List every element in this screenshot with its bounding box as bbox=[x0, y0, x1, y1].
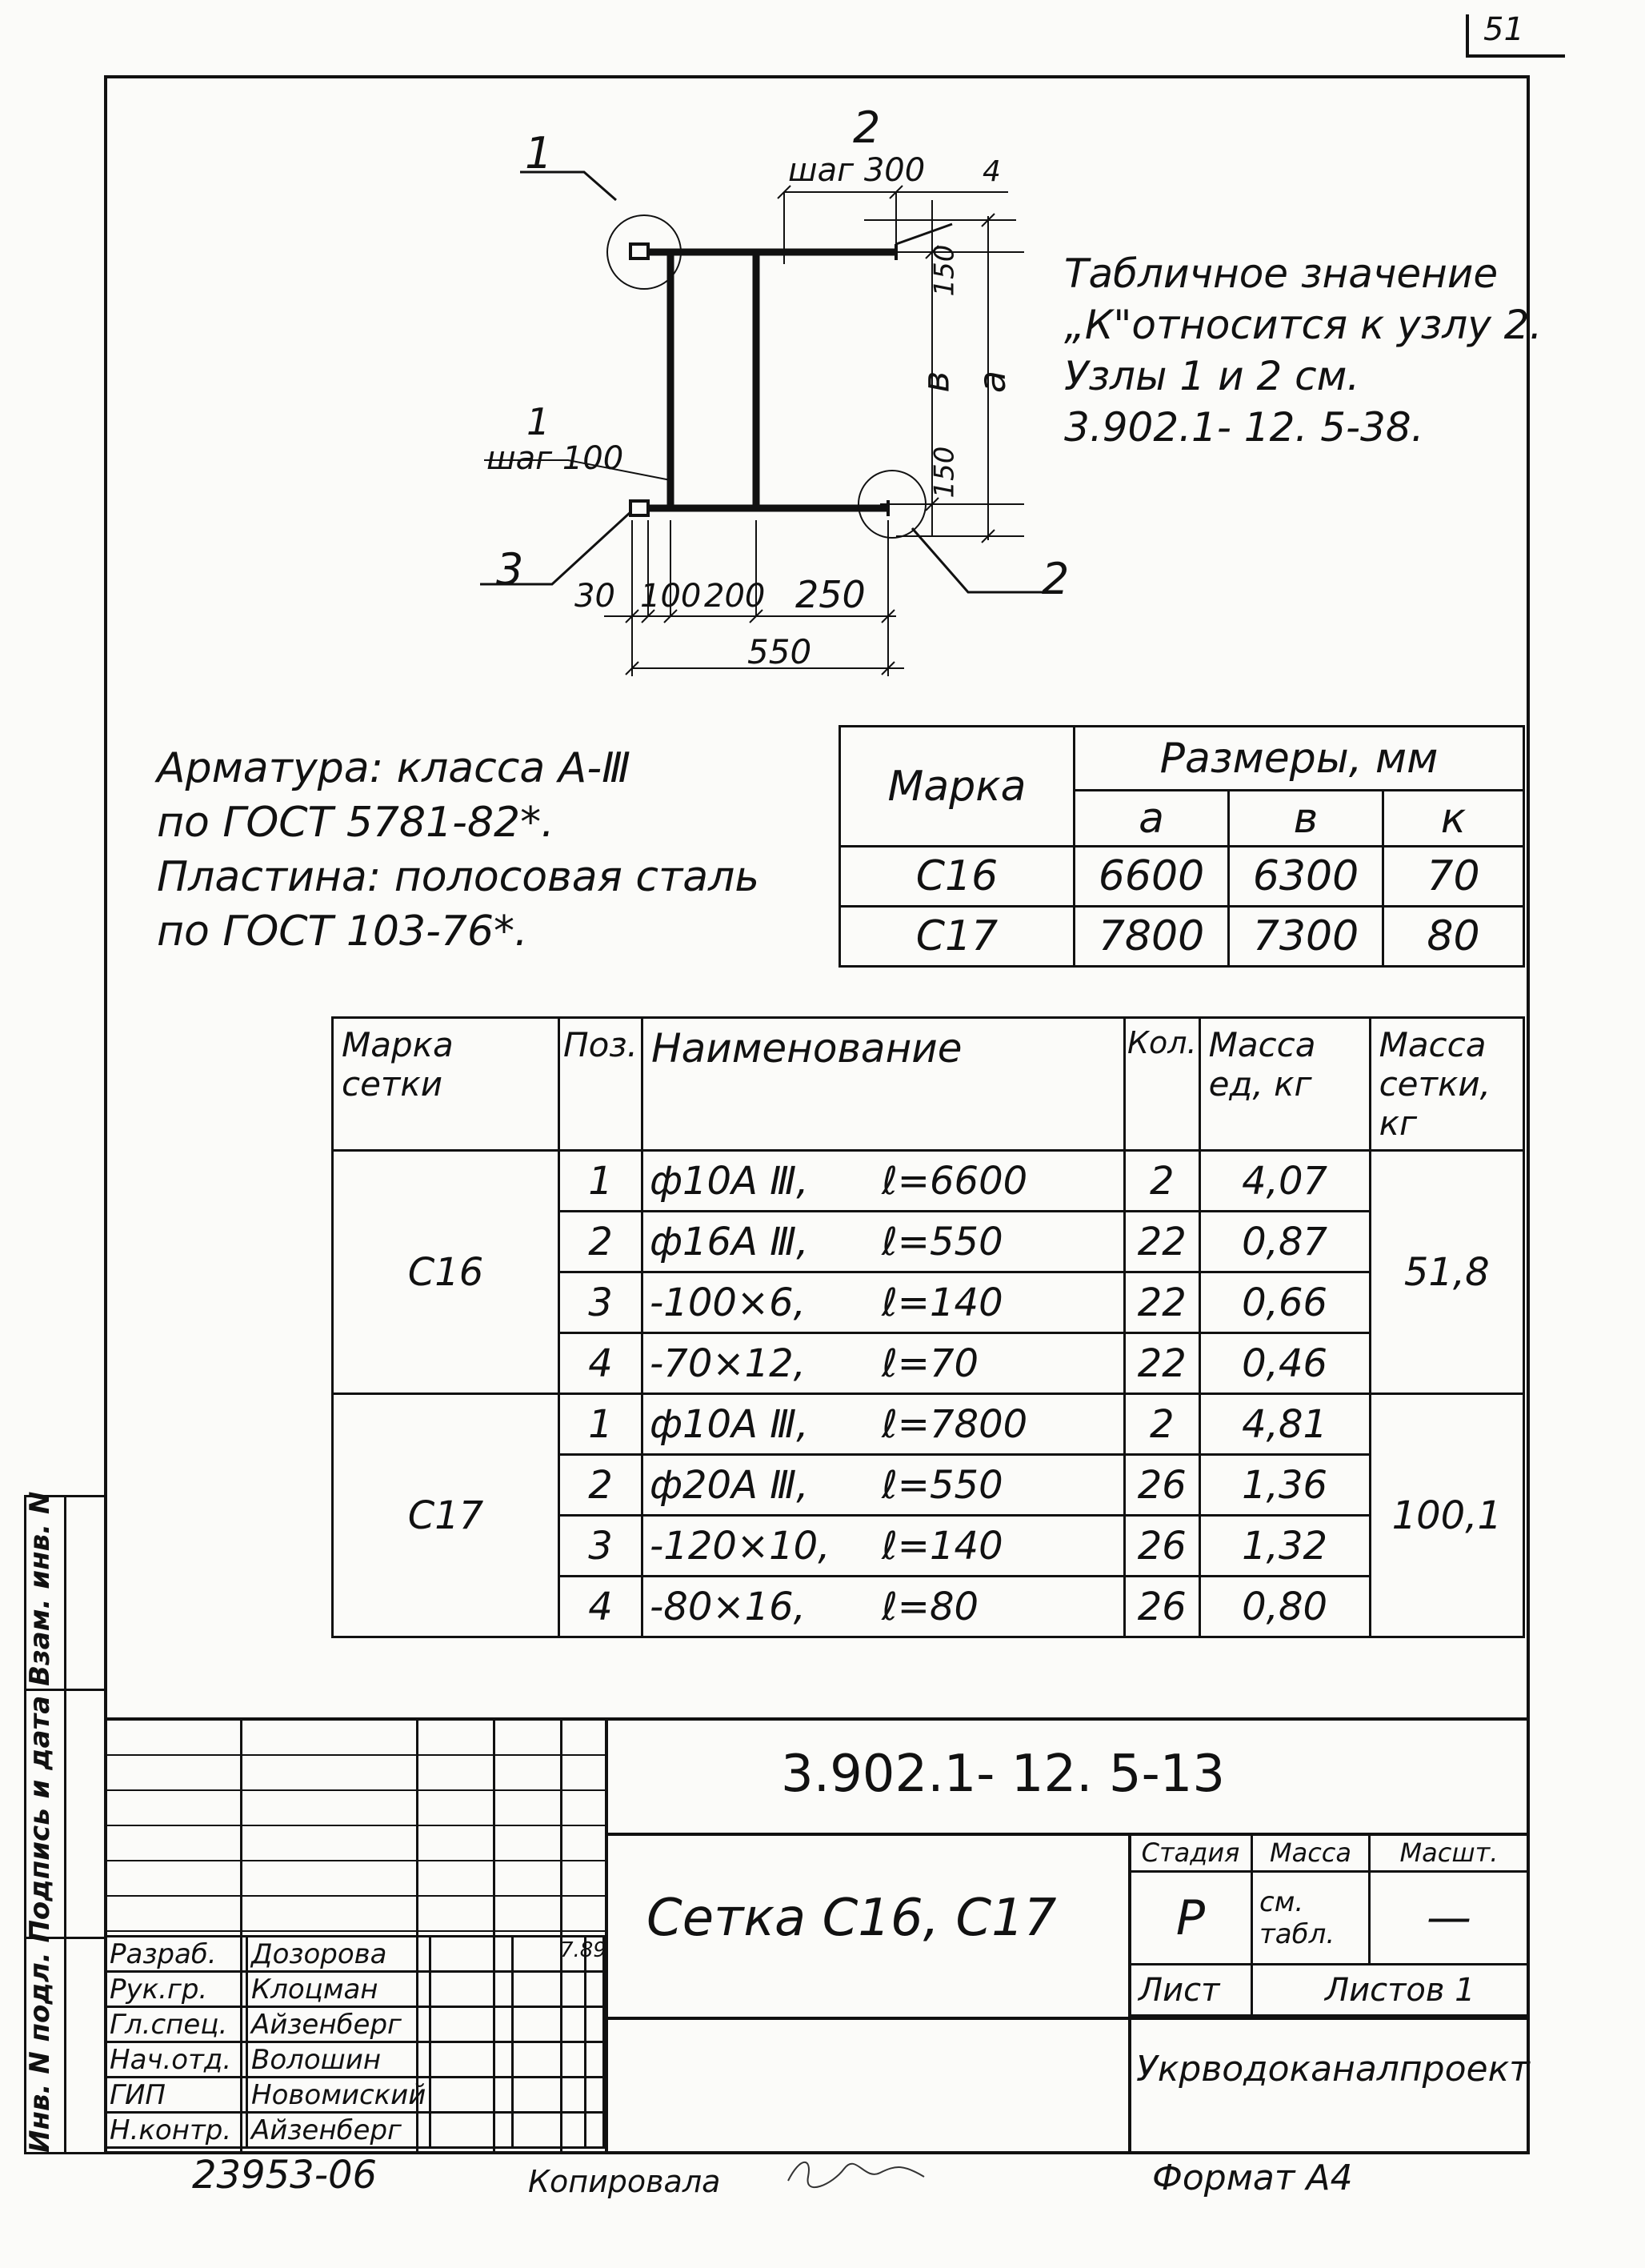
label-step-100: шаг 100 bbox=[486, 440, 624, 477]
dim-150-bottom: 150 bbox=[928, 446, 961, 499]
spec-mass: 1,32 bbox=[1199, 1516, 1370, 1577]
spec-group-total: 100,1 bbox=[1370, 1394, 1523, 1637]
spec-qty: 22 bbox=[1124, 1333, 1199, 1394]
spec-qty: 22 bbox=[1124, 1212, 1199, 1272]
spec-name-cell bbox=[642, 1333, 1124, 1394]
dim-row-mark: С16 bbox=[840, 847, 1075, 907]
dim-row-b: 6300 bbox=[1229, 847, 1383, 907]
spec-name: -80×16, bbox=[649, 1584, 806, 1629]
sig-signature bbox=[430, 2113, 513, 2148]
spec-head-total-mass: Масса сетки, кг bbox=[1370, 1018, 1523, 1151]
tb-scale-label: Масшт. bbox=[1370, 1834, 1529, 1872]
spec-name: -100×6, bbox=[649, 1280, 806, 1325]
sig-extra bbox=[586, 2007, 604, 2042]
dimensions-table bbox=[839, 725, 1525, 968]
sig-extra bbox=[586, 2113, 604, 2148]
dim-col-mark: Марка bbox=[840, 727, 1075, 847]
dim-row-a: 6600 bbox=[1075, 847, 1229, 907]
spec-pos: 4 bbox=[559, 1577, 642, 1637]
note-left-line3: Пластина: полосовая сталь bbox=[157, 853, 760, 901]
tb-row-line2 bbox=[605, 2017, 1530, 2020]
tb-mass-value: см. табл. bbox=[1252, 1871, 1370, 1965]
note-right-line2: „К"относится к узлу 2. bbox=[1064, 302, 1543, 348]
note-right-line1: Табличное значение bbox=[1064, 250, 1499, 297]
spec-length: ℓ=140 bbox=[881, 1523, 1003, 1569]
label-pos-1-top: 1 bbox=[525, 128, 553, 178]
label-pos-2-right: 2 bbox=[1042, 554, 1070, 604]
spec-group-total: 51,8 bbox=[1370, 1151, 1523, 1394]
dim-250: 250 bbox=[795, 573, 866, 616]
spec-name-cell bbox=[642, 1151, 1124, 1212]
label-pos-4: 4 bbox=[983, 155, 1001, 188]
spec-mass: 0,87 bbox=[1199, 1212, 1370, 1272]
specification-table bbox=[331, 1016, 1525, 1638]
sig-signature bbox=[430, 2078, 513, 2113]
sig-name: Дозорова bbox=[247, 1937, 430, 1972]
sig-role: Рук.гр. bbox=[106, 1972, 247, 2007]
note-left-line4: по ГОСТ 103-76*. bbox=[157, 908, 528, 956]
dim-100: 100 bbox=[640, 578, 702, 615]
spec-mass: 0,80 bbox=[1199, 1577, 1370, 1637]
sig-role: Нач.отд. bbox=[106, 2042, 247, 2078]
label-pos-1-left: 1 bbox=[526, 400, 550, 443]
spec-length: ℓ=140 bbox=[881, 1280, 1003, 1325]
note-right-line4: 3.902.1- 12. 5-38. bbox=[1064, 404, 1424, 451]
spec-name-cell bbox=[642, 1212, 1124, 1272]
page-number: 51 bbox=[1483, 11, 1524, 48]
side-stamp-divider bbox=[64, 1495, 66, 2154]
spec-name: ф10А Ⅲ, bbox=[649, 1401, 809, 1447]
spec-qty: 26 bbox=[1124, 1455, 1199, 1516]
spec-length: ℓ=7800 bbox=[881, 1401, 1028, 1447]
dim-row-k: 70 bbox=[1383, 847, 1524, 907]
copier-signature-icon bbox=[784, 2153, 928, 2193]
spec-qty: 22 bbox=[1124, 1272, 1199, 1333]
spec-name: -120×10, bbox=[649, 1523, 831, 1569]
tb-stage-value: Р bbox=[1130, 1871, 1252, 1965]
spec-pos: 3 bbox=[559, 1272, 642, 1333]
spec-qty: 26 bbox=[1124, 1516, 1199, 1577]
sig-extra bbox=[586, 1972, 604, 2007]
spec-qty: 2 bbox=[1124, 1394, 1199, 1455]
sig-name: Айзенберг bbox=[247, 2113, 430, 2148]
dim-550: 550 bbox=[747, 632, 812, 671]
sig-date bbox=[513, 2042, 586, 2078]
spec-mass: 1,36 bbox=[1199, 1455, 1370, 1516]
dim-row-mark: С17 bbox=[840, 907, 1075, 967]
label-step-300: шаг 300 bbox=[788, 152, 926, 189]
spec-group-mark: С16 bbox=[333, 1151, 559, 1394]
sig-signature bbox=[430, 2042, 513, 2078]
sig-date bbox=[513, 2113, 586, 2148]
sig-role: ГИП bbox=[106, 2078, 247, 2113]
footer-copied: Копировала bbox=[528, 2164, 721, 2199]
footer-doc-number: 23953-06 bbox=[192, 2153, 378, 2198]
spec-mass: 0,66 bbox=[1199, 1272, 1370, 1333]
spec-name: ф10А Ⅲ, bbox=[649, 1158, 809, 1204]
note-right-line3: Узлы 1 и 2 см. bbox=[1064, 353, 1360, 399]
tb-mass-label: Масса bbox=[1252, 1834, 1370, 1872]
spec-pos: 1 bbox=[559, 1151, 642, 1212]
sig-name: Клоцман bbox=[247, 1972, 430, 2007]
spec-pos: 3 bbox=[559, 1516, 642, 1577]
label-pos-2-top: 2 bbox=[853, 102, 881, 153]
sig-signature bbox=[430, 2007, 513, 2042]
tb-sheets-label: Листов 1 bbox=[1252, 1965, 1529, 2016]
sig-name: Волошин bbox=[247, 2042, 430, 2078]
sig-signature bbox=[430, 1937, 513, 1972]
tb-main-col bbox=[605, 1717, 608, 2154]
spec-length: ℓ=80 bbox=[881, 1584, 979, 1629]
spec-name: -70×12, bbox=[649, 1340, 806, 1386]
spec-name-cell bbox=[642, 1516, 1124, 1577]
spec-name-cell bbox=[642, 1394, 1124, 1455]
dim-sub-a: а bbox=[1075, 791, 1229, 847]
tb-stage-table bbox=[1128, 1833, 1530, 2017]
spec-mass: 4,07 bbox=[1199, 1151, 1370, 1212]
spec-head-pos: Поз. bbox=[559, 1018, 642, 1151]
side-stamp-text: Инв. N подл. Подпись и дата Взам. инв. N bbox=[24, 1491, 56, 2153]
sig-date bbox=[513, 2078, 586, 2113]
signature-table bbox=[104, 1935, 605, 2149]
spec-head-qty: Кол. bbox=[1124, 1018, 1199, 1151]
dim-row-k: 80 bbox=[1383, 907, 1524, 967]
dim-a: а bbox=[971, 370, 1015, 394]
spec-name-cell bbox=[642, 1577, 1124, 1637]
sig-date bbox=[513, 2007, 586, 2042]
tb-organization: Укрводоканалпроект bbox=[1136, 2049, 1530, 2090]
sig-name: Новомиский bbox=[247, 2078, 430, 2113]
sig-signature bbox=[430, 1972, 513, 2007]
spec-name-cell bbox=[642, 1455, 1124, 1516]
sig-role: Гл.спец. bbox=[106, 2007, 247, 2042]
sig-role: Н.контр. bbox=[106, 2113, 247, 2148]
tb-sig-empty-rows bbox=[104, 1721, 605, 1935]
tb-sheet-label: Лист bbox=[1130, 1965, 1252, 2016]
spec-name-cell bbox=[642, 1272, 1124, 1333]
spec-head-name: Наименование bbox=[642, 1018, 1124, 1151]
note-left bbox=[157, 741, 759, 959]
tb-scale-value: — bbox=[1370, 1871, 1529, 1965]
spec-length: ℓ=550 bbox=[881, 1462, 1003, 1508]
spec-mass: 4,81 bbox=[1199, 1394, 1370, 1455]
spec-head-mark: Марка сетки bbox=[333, 1018, 559, 1151]
dim-row-b: 7300 bbox=[1229, 907, 1383, 967]
note-left-line1: Арматура: класса А-Ⅲ bbox=[157, 744, 630, 792]
dim-200: 200 bbox=[704, 578, 766, 615]
label-pos-3: 3 bbox=[496, 544, 524, 595]
spec-group-mark: С17 bbox=[333, 1394, 559, 1637]
footer-format: Формат А4 bbox=[1152, 2158, 1353, 2198]
dim-150-top: 150 bbox=[928, 244, 961, 297]
note-right bbox=[1064, 248, 1542, 453]
sig-name: Айзенберг bbox=[247, 2007, 430, 2042]
dim-sub-k: к bbox=[1383, 791, 1524, 847]
spec-name: ф16А Ⅲ, bbox=[649, 1219, 809, 1264]
sig-date bbox=[513, 1972, 586, 2007]
note-left-line2: по ГОСТ 5781-82*. bbox=[157, 799, 554, 847]
spec-pos: 4 bbox=[559, 1333, 642, 1394]
spec-mass: 0,46 bbox=[1199, 1333, 1370, 1394]
dim-row-a: 7800 bbox=[1075, 907, 1229, 967]
spec-qty: 2 bbox=[1124, 1151, 1199, 1212]
spec-name: ф20А Ⅲ, bbox=[649, 1462, 809, 1508]
sig-date-mark: 7.89 bbox=[560, 1938, 606, 1962]
spec-head-unit-mass: Масса ед, кг bbox=[1199, 1018, 1370, 1151]
sig-extra bbox=[586, 2042, 604, 2078]
sig-extra bbox=[586, 2078, 604, 2113]
tb-title: Сетка С16, С17 bbox=[646, 1889, 1057, 1948]
dim-30: 30 bbox=[574, 578, 615, 615]
sig-role: Разраб. bbox=[106, 1937, 247, 1972]
tb-stage-label: Стадия bbox=[1130, 1834, 1252, 1872]
spec-pos: 2 bbox=[559, 1455, 642, 1516]
dim-b: в bbox=[914, 371, 958, 393]
dim-sub-b: в bbox=[1229, 791, 1383, 847]
tb-code: 3.902.1- 12. 5-13 bbox=[781, 1745, 1226, 1804]
spec-length: ℓ=70 bbox=[881, 1340, 979, 1386]
spec-length: ℓ=6600 bbox=[881, 1158, 1028, 1204]
spec-length: ℓ=550 bbox=[881, 1219, 1003, 1264]
spec-pos: 2 bbox=[559, 1212, 642, 1272]
dim-col-sizes: Размеры, мм bbox=[1075, 727, 1524, 791]
spec-qty: 26 bbox=[1124, 1577, 1199, 1637]
spec-pos: 1 bbox=[559, 1394, 642, 1455]
